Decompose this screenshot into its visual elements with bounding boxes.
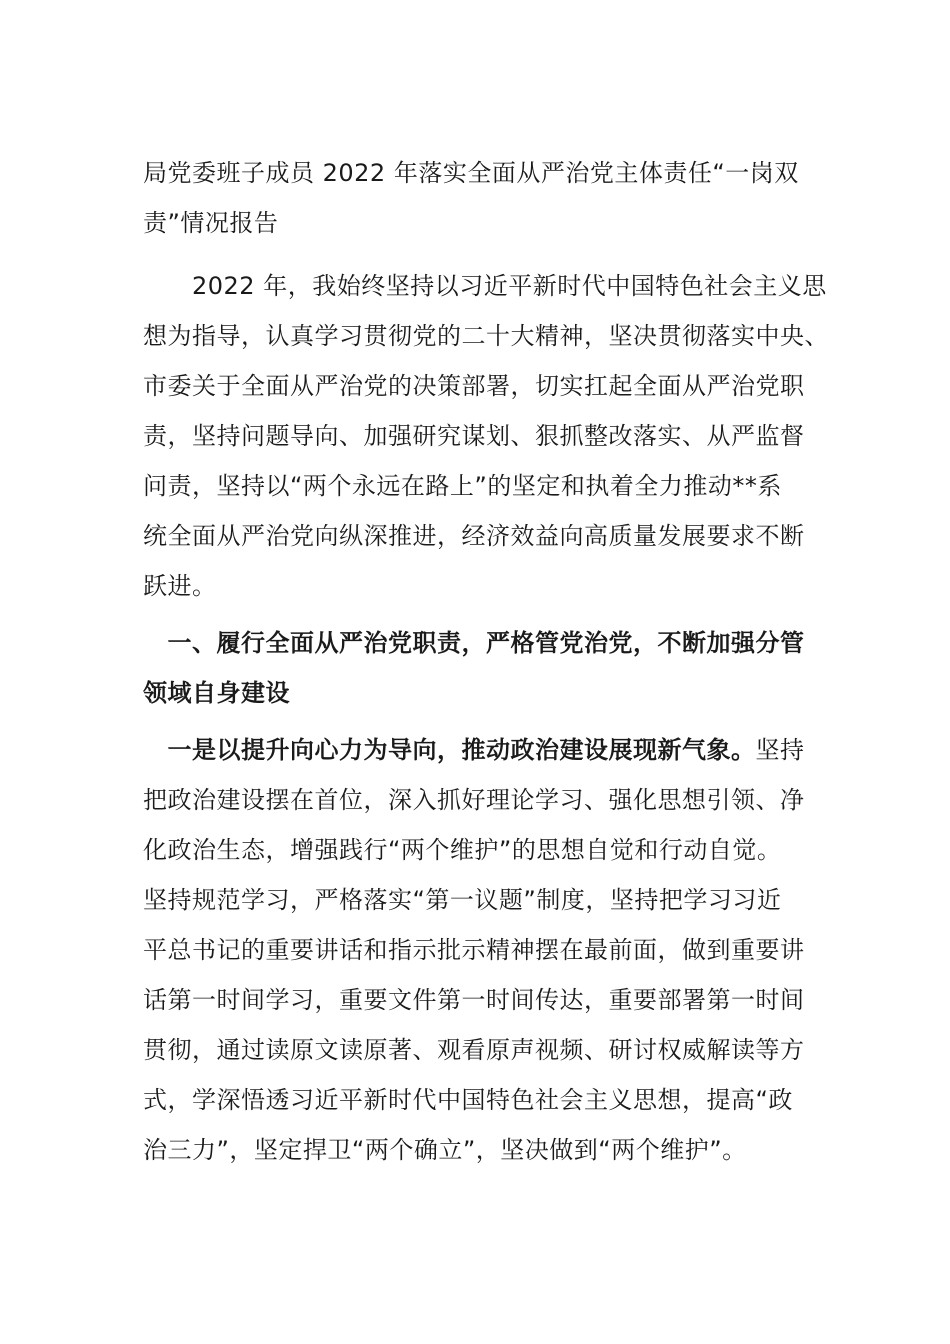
- intro-line-6: 统全面从严治党向纵深推进，经济效益向高质量发展要求不断: [143, 522, 805, 550]
- item-1-line-8: 治三力”，坚定捍卫“两个确立”，坚决做到“两个维护”。: [143, 1136, 747, 1164]
- item-1-lead-rest: 坚持: [755, 736, 805, 764]
- intro-line-4: 责，坚持问题导向、加强研究谋划、狠抓整改落实、从严监督: [143, 422, 805, 450]
- intro-line-7: 跃进。: [143, 572, 217, 600]
- intro-line-5: 问责，坚持以“两个永远在路上”的坚定和执着全力推动**系: [143, 472, 782, 500]
- document-title-line-2: 责”情况报告: [143, 209, 279, 237]
- intro-line-2: 想为指导，认真学习贯彻党的二十大精神，坚决贯彻落实中央、: [143, 322, 829, 350]
- item-1-line-6: 贯彻，通过读原文读原著、观看原声视频、研讨权威解读等方: [143, 1036, 805, 1064]
- item-1-line-1: 把政治建设摆在首位，深入抓好理论学习、强化思想引领、净: [143, 786, 805, 814]
- item-1-line-7: 式，学深悟透习近平新时代中国特色社会主义思想，提高“政: [143, 1086, 793, 1114]
- section-1-heading-line-1: 一、履行全面从严治党职责，严格管党治党，不断加强分管: [143, 629, 805, 657]
- item-1-line-3: 坚持规范学习，严格落实“第一议题”制度，坚持把学习习近: [143, 886, 782, 914]
- document-title-line-1: 局党委班子成员 2022 年落实全面从严治党主体责任“一岗双: [143, 159, 799, 187]
- item-1-line-4: 平总书记的重要讲话和指示批示精神摆在最前面，做到重要讲: [143, 936, 805, 964]
- section-1-heading-line-2: 领域自身建设: [143, 679, 290, 707]
- item-1-lead-line: [143, 725, 805, 775]
- intro-line-3: 市委关于全面从严治党的决策部署，切实扛起全面从严治党职: [143, 372, 805, 400]
- item-1-line-5: 话第一时间学习，重要文件第一时间传达，重要部署第一时间: [143, 986, 805, 1014]
- item-1-line-2: 化政治生态，增强践行“两个维护”的思想自觉和行动自觉。: [143, 836, 782, 864]
- item-1-lead-bold: 一是以提升向心力为导向，推动政治建设展现新气象。: [143, 736, 756, 764]
- intro-line-1: 2022 年，我始终坚持以习近平新时代中国特色社会主义思: [143, 272, 827, 300]
